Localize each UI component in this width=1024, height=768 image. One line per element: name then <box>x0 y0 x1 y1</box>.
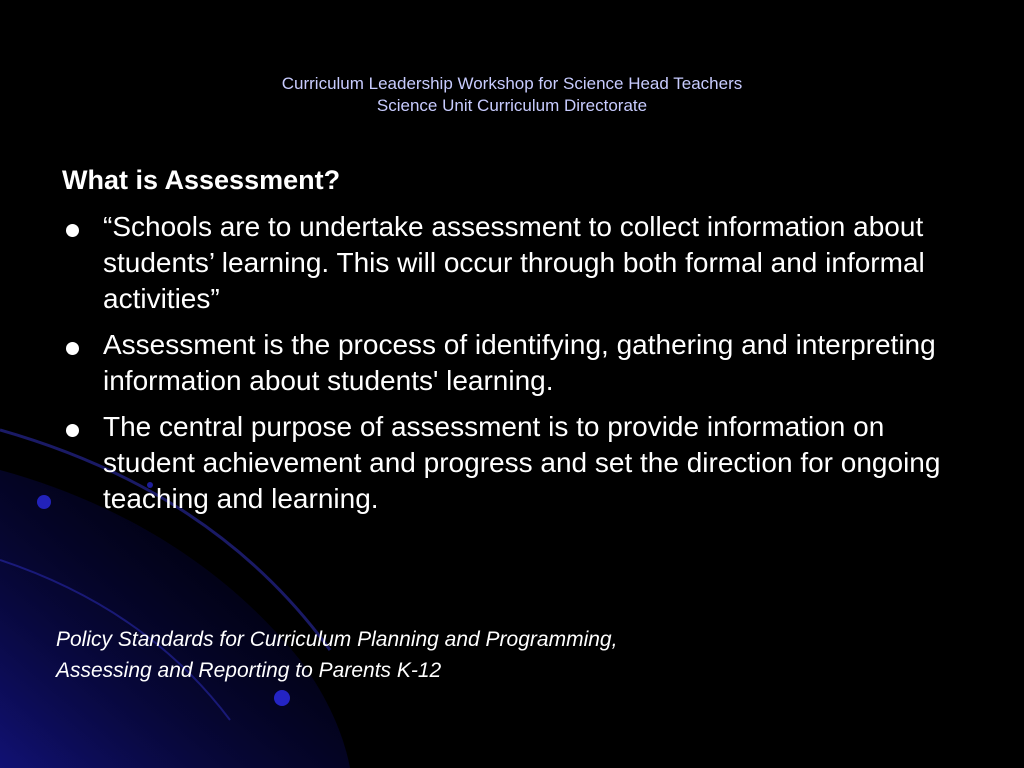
bullet-item <box>62 327 962 399</box>
bullet-text: Assessment is the process of identifying, gathering and interpreting information about students' learning. <box>103 329 936 396</box>
bullet-dot-icon <box>66 342 79 355</box>
bullet-text: “Schools are to undertake assessment to collect information about students’ learning. This will occur through both formal and informal activities” <box>103 211 925 314</box>
bullet-text: The central purpose of assessment is to provide information on student achievement and progress and set the direction for ongoing teaching and learning. <box>103 411 941 514</box>
swirl-dot <box>37 495 51 509</box>
swirl-dot <box>274 690 290 706</box>
source-citation <box>56 624 617 686</box>
bullet-item <box>62 409 962 517</box>
slide-heading: What is Assessment? <box>62 165 341 195</box>
bullet-list <box>62 209 962 527</box>
header-line-1: Curriculum Leadership Workshop for Science Head Teachers <box>281 74 743 93</box>
bullet-dot-icon <box>66 424 79 437</box>
source-line-2: Assessing and Reporting to Parents K-12 <box>56 659 442 682</box>
header-line-2: Science Unit Curriculum Directorate <box>376 96 648 115</box>
source-line-1: Policy Standards for Curriculum Planning and Programming, <box>56 628 618 651</box>
bullet-item <box>62 209 962 317</box>
bullet-dot-icon <box>66 224 79 237</box>
slide-header <box>0 73 1024 117</box>
